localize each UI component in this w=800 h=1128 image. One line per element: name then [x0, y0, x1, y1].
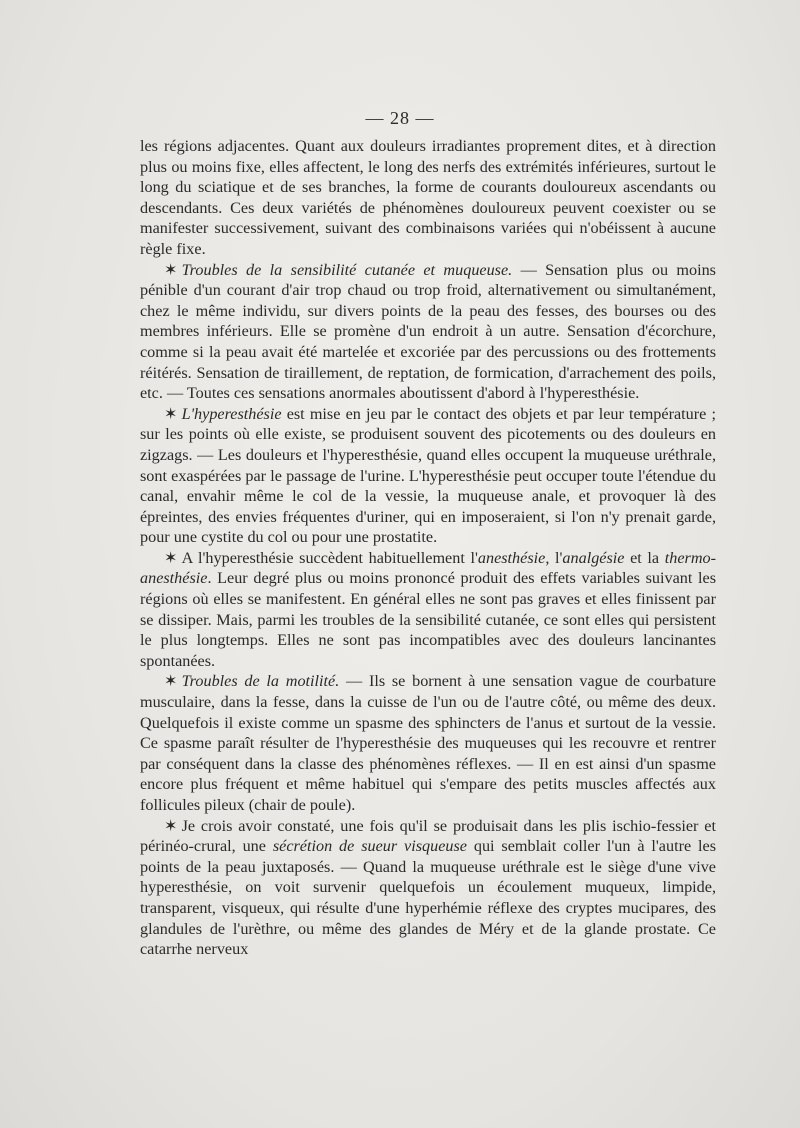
paragraph: [140, 136, 716, 260]
italic-text: anesthésie: [477, 548, 546, 567]
asterisk-mark: ✶: [164, 816, 178, 835]
italic-text: Troubles de la sensibilité cutanée et muqueuse.: [181, 260, 513, 279]
asterisk-mark: ✶: [164, 548, 178, 567]
italic-text: sécrétion de sueur visqueuse: [272, 837, 467, 856]
italic-text: analgésie: [562, 548, 625, 567]
page-number: — 28 —: [365, 108, 435, 128]
asterisk-mark: ✶: [164, 672, 178, 691]
italic-text: L'hyperesthésie: [181, 404, 282, 423]
text-run: est mise en jeu par le contact des objets et par leur température ; sur les points où elle existe, se produisent souvent des picotements ou des douleurs en zigzags. — Les douleurs et l'hyperesthésie, quand elles occupent la muqueuse uréthrale, sont exaspérées par le passage de l'urine. L'hyperesthésie peut occuper toute l'étendue du canal, envahir même le col de la vessie, la muqueuse anale, et provoquer là des épreintes, des envies fréquentes d'uriner, qui en imposeraient, si l'on n'y prenait garde, pour une cystite du col ou pour une prostatite.: [140, 404, 716, 547]
italic-text: Troubles de la motilité.: [181, 672, 340, 691]
text-run: A l'hyperesthésie succèdent habituellement l': [181, 548, 478, 567]
text-run: qui semblait coller l'un à l'autre les points de la peau juxtaposés. — Quand la muqueuse uréthrale est le siège d'une vive hyperesthésie, on voit survenir quelquefois un écoulement muqueux, limpide, transparent, visqueux, qui résulte d'une hyperhémie réflexe des cryptes mucipares, des glandules de l'urèthre, ou même des glandes de Méry et de la glande prostate. Ce catarrhe nerveux: [140, 837, 716, 959]
paragraph: [140, 548, 716, 672]
asterisk-mark: ✶: [164, 260, 178, 279]
paragraph: [140, 816, 716, 960]
paragraph: [140, 671, 716, 815]
text-run: les régions adjacentes. Quant aux douleurs irradiantes proprement dites, et à direction plus ou moins fixe, elles affectent, le long des nerfs des extrémités inférieures, surtout le long du sciatique et de ses branches, la forme de courants douloureux ascendants ou descendants. Ces deux variétés de phénomènes douloureux peuvent coexister ou se manifester successivement, suivant des combinaisons variées qui n'obéissent à aucune règle fixe.: [140, 137, 716, 258]
text-run: . Leur degré plus ou moins prononcé produit des effets variables suivant les régions où elles se manifestent. En général elles ne sont pas graves et elles finissent par se dissiper. Mais, parmi les troubles de la sensibilité cutanée, ce sont elles qui persistent le plus longtemps. Elles ne sont pas incompatibles avec des douleurs lancinantes spontanées.: [140, 569, 716, 670]
text-run: — Sensation plus ou moins pénible d'un courant d'air trop chaud ou trop froid, alternativement ou simultanément, chez le même individu, sur divers points de la peau des fesses, des bourses ou des membres inférieurs. Elle se promène d'un endroit à un autre. Sensation d'écorchure, comme si la peau avait été martelée et excoriée par des percussions ou des frottements réitérés. Sensation de tiraillement, de reptation, de formication, d'arrachement des poils, etc. — Toutes ces sensations anormales aboutissent d'abord à l'hyperesthésie.: [140, 260, 716, 403]
paragraph: [140, 404, 716, 548]
body-text: [140, 136, 716, 960]
text-run: Je crois avoir constaté, une fois qu'il se produisait dans les plis ischio-fessier et périnéo-crural, une: [140, 816, 716, 856]
asterisk-mark: ✶: [164, 404, 178, 423]
text-run: , l': [545, 548, 563, 567]
italic-text: thermo-anesthésie: [140, 548, 716, 588]
text-run: — Ils se bornent à une sensation vague de courbature musculaire, dans la fesse, dans la cuisse de l'un ou de l'autre côté, ou même des deux. Quelquefois il existe comme un spasme des sphincters de l'anus et surtout de la vessie. Ce spasme paraît résulter de l'hyperesthésie des muqueuses qui les recouvre et rentrer par conséquent dans la classe des phénomènes réflexes. — Il en est ainsi d'un spasme encore plus fréquent et même habituel qui s'empare des petits muscles affectés aux follicules pileux (chair de poule).: [140, 672, 716, 814]
paragraph: [140, 260, 716, 404]
text-run: et la: [624, 548, 665, 567]
